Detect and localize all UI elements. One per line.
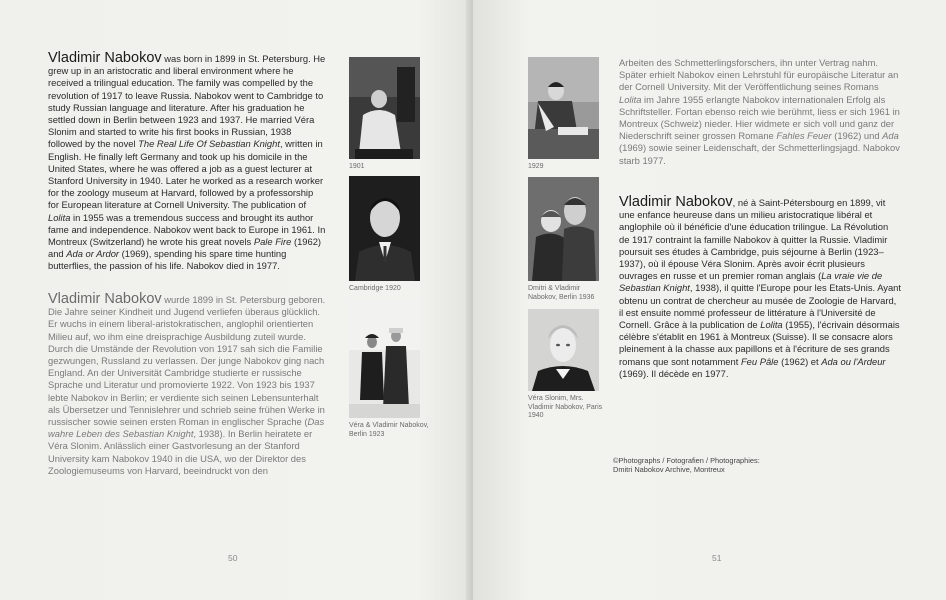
- german-bio: Vladimir Nabokov wurde 1899 in St. Petersburg geboren. Die Jahre seiner Kindheit und Jugend verliefen überaus glücklich. Er wuchs in einem liberal-aristokratischen, anglophil orientierten Milieu auf, wo ihm eine dreisprachige Ausbildung zuteil wurde. Durch die Umstände der Revolution von 1917 sah sich die Familie gezwungen, Russland zu verlassen. Der junge Nabokov ging nach England. An der Universität Cambridge studierte er russische Sprache und Literatur und promovierte 1922. Von 1923 bis 1937 lebte Nabokov in Berlin; er verdiente sich seinen Lebensunterhalt als Übersetzer und Tennislehrer und schrieb seine frühen Werke in russischer sowie seinen ersten Roman in englischer Sprache (Das wahre Leben des Sebastian Knight, 1938). In Berlin heiratete er Véra Slonim. Anlässlich einer Gastvorlesung an der Stanford University kam Nabokov 1940 in die USA, wo der Direktor des Zoologiemuseums von Harvard, beeindruckt von den: [48, 291, 326, 476]
- photo-vera-vladimir-1923: [349, 300, 420, 418]
- caption-vera-vladimir-1923: Véra & Vladimir Nabokov, Berlin 1923: [349, 422, 429, 438]
- page-number-left: 50: [228, 553, 238, 563]
- caption-1929: 1929: [528, 163, 544, 170]
- photo-child-1901: [349, 57, 420, 159]
- photo-writing-1929: [528, 57, 599, 159]
- page-number-right: 51: [712, 553, 722, 563]
- german-bio-continued: Arbeiten des Schmetterlingsforschers, ihn unter Vertrag nahm. Später erhielt Nabokov einen Lehrstuhl für europäische Literatur an der Cornell University. Mit der Veröffentlichung seines Romans Lolita im Jahre 1955 erlangte Nabokov internationalen Erfolg als Schriftsteller. Fortan ebenso reich wie berühmt, liess er sich 1961 in Montreux (Schweiz) nieder. Hier widmete er sich voll und ganz der Niederschrift seiner grossen Romane Fahles Feuer (1962) und Ada (1969) sowie seiner Leidenschaft, der Schmetterlingsjagd. Nabokov starb 1977.: [619, 57, 900, 166]
- photo-dmitri-vladimir-1936: [528, 177, 599, 281]
- german-bio-name: Vladimir Nabokov: [48, 291, 162, 307]
- french-bio-name: Vladimir Nabokov: [619, 194, 733, 210]
- english-bio-name: Vladimir Nabokov: [48, 50, 162, 66]
- caption-1901: 1901: [349, 163, 365, 170]
- english-bio: Vladimir Nabokov was born in 1899 in St. Petersburg. He grew up in an aristocratic and liberal environment where he received a trilingual education. The family was compelled by the revolution of 1917 to leave Russia. Nabokov went to Cambridge to study Russian language and literature. After his graduation he settled down in Berlin between 1923 and 1937. He married Véra Slonim and started to write his first books in Russian, 1938 followed by the novel The Real Life Of Sebastian Knight, written in English. He finally left Germany and took up his domicile in the United States, where he was offered a job as a guest lecturer at Stanford University in 1940. Later he worked as a research worker for the zoology museum at Harvard, followed by a professorship for European literature at Cornell University. The publication of Lolita in 1955 was a tremendous success and brought its author fame and independence. Nabokov went back to Europe in 1961. In Montreux (Switzerland) he wrote his great novels Pale Fire (1962) and Ada or Ardor (1969), spending his spare time hunting butterflies, the passion of his life. Nabokov died in 1977.: [48, 50, 326, 272]
- french-bio: Vladimir Nabokov, né à Saint-Pétersbourg en 1899, vit une enfance heureuse dans un milieu aristocratique libéral et anglophile où il bénéficie d'une éducation trilingue. La Révolution de 1917 contraint la famille Nabokov à quitter la Russie. Vladimir poursuit ses études à Cambridge, puis séjourne à Berlin (1923–1937), où il épouse Véra Slonim. Après avoir écrit plusieurs ouvrages en russe et un premier roman anglais (La vraie vie de Sebastian Knight, 1938), il quitte l'Europe pour les Etats-Unis. Ayant obtenu un contrat de chercheur au musée de Zoologie de Harvard, il est ensuite nommé professeur de littérature à l'Université de Cornell. Grâce à la publication de Lolita (1955), l'écrivain désormais célèbre s'établit en 1961 à Montreux (Suisse). Il se consacre alors pleinement à la chasse aux papillons et à l'écriture de ses grands romans que sont notamment Feu Pâle (1962) et Ada ou l'Ardeur (1969). Il décède en 1977.: [619, 194, 901, 379]
- photo-credits-line1: ©Photographs / Fotografien / Photographies:: [613, 456, 760, 465]
- caption-dmitri-vladimir-1936: Dmitri & Vladimir Nabokov, Berlin 1936: [528, 285, 595, 301]
- photo-credits: [613, 456, 813, 475]
- photo-vera-slonim-1940: [528, 309, 599, 391]
- photo-credits-line2: Dmitri Nabokov Archive, Montreux: [613, 465, 725, 475]
- caption-cambridge-1920: Cambridge 1920: [349, 285, 401, 292]
- caption-vera-slonim-1940: Véra Slonim, Mrs. Vladimir Nabokov, Paris 1940: [528, 395, 603, 420]
- right-page: [473, 0, 946, 600]
- photo-portrait-cambridge-1920: [349, 176, 420, 281]
